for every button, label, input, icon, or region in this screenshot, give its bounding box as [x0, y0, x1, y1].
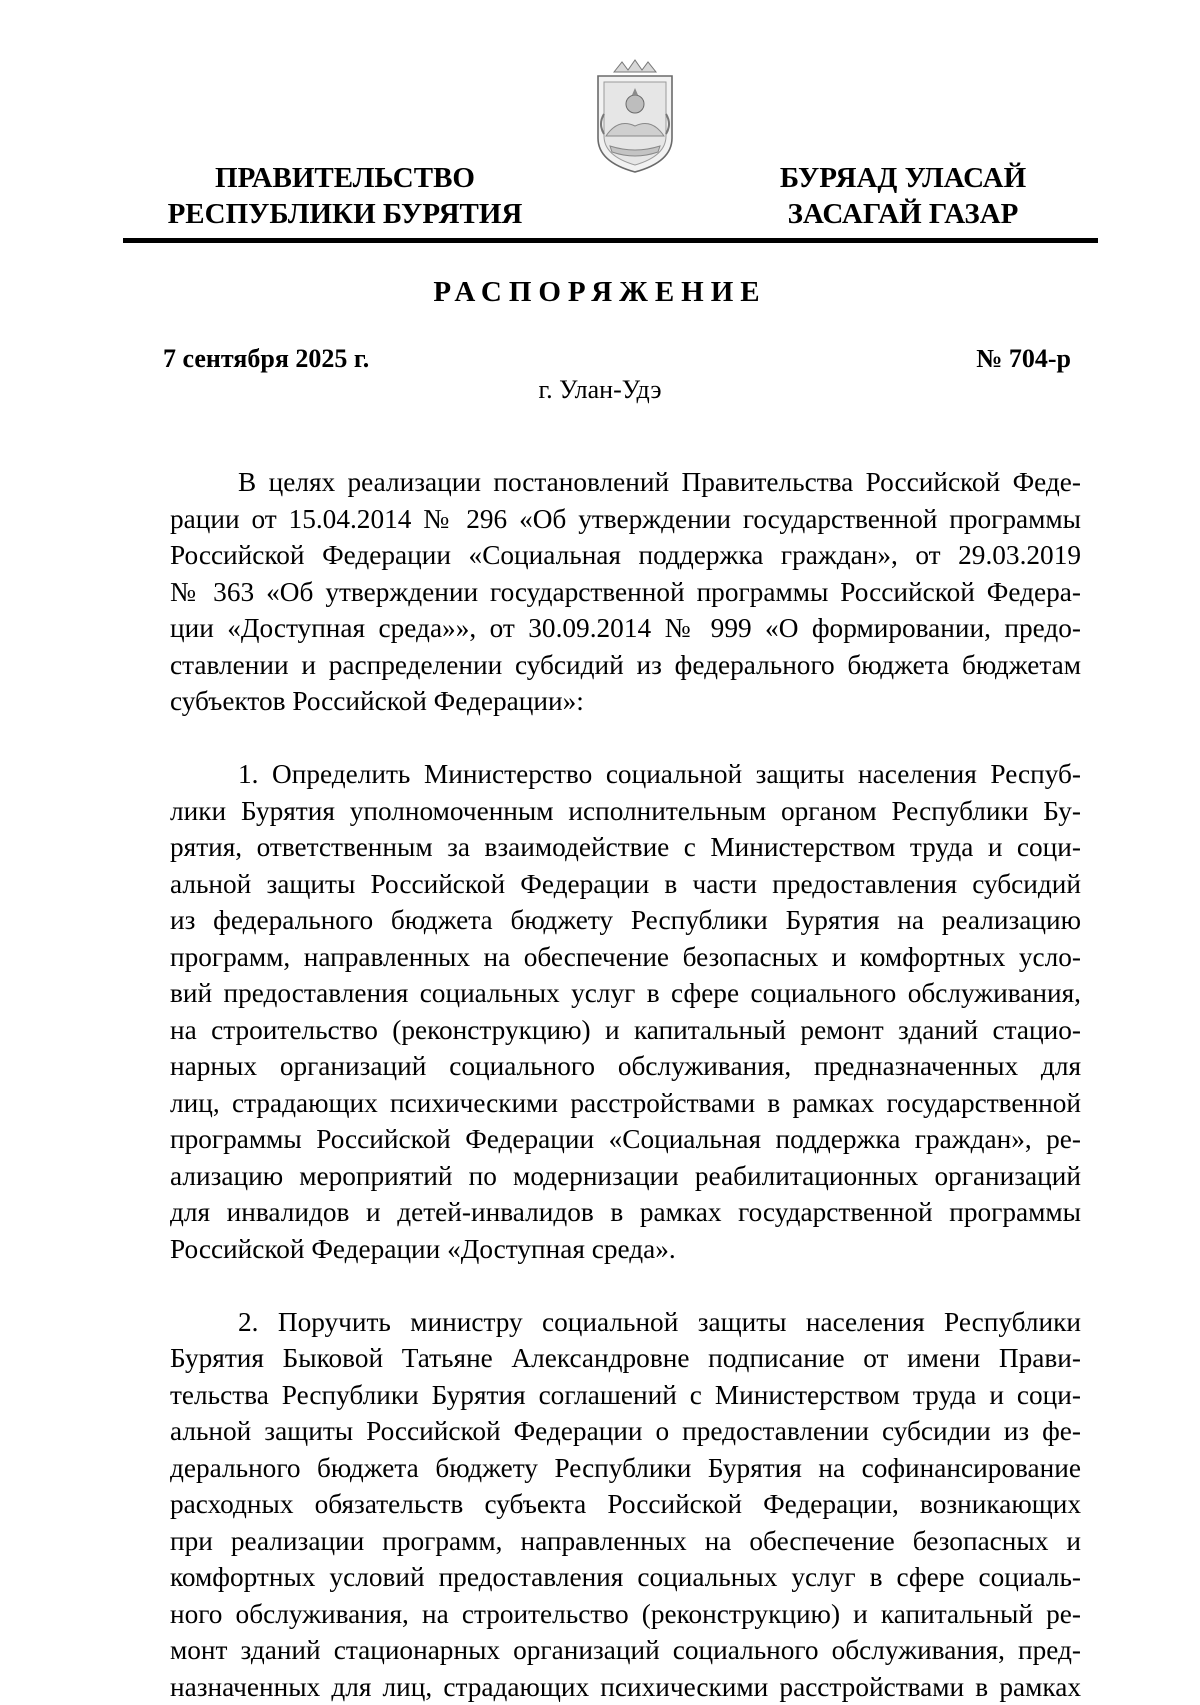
document-date: 7 сентября 2025 г.	[163, 344, 369, 374]
issuer-block-russian	[150, 160, 540, 232]
body-line: нарных организаций социального обслуживания, предназначенных для	[170, 1048, 1081, 1085]
body-line: расходных обязательств субъекта Российской Федерации, возникающих	[170, 1486, 1081, 1523]
item-2-paragraph	[170, 1304, 1081, 1705]
body-line: В целях реализации постановлений Правительства Российской Феде-	[170, 464, 1081, 501]
preamble-paragraph	[170, 464, 1081, 720]
body-line: Российской Федерации «Социальная поддержка граждан», от 29.03.2019	[170, 537, 1081, 574]
body-line: альной защиты Российской Федерации о предоставлении субсидии из фе-	[170, 1413, 1081, 1450]
body-line: программ, направленных на обеспечение безопасных и комфортных усло-	[170, 939, 1081, 976]
body-line: Российской Федерации «Доступная среда».	[170, 1231, 1081, 1268]
document-title: РАСПОРЯЖЕНИЕ	[0, 276, 1200, 309]
body-line: лики Бурятия уполномоченным исполнительным органом Республики Бу-	[170, 793, 1081, 830]
issuer-line-1: ПРАВИТЕЛЬСТВО	[150, 160, 540, 196]
issuer-line-2-buryat: ЗАСАГАЙ ГАЗАР	[738, 196, 1068, 232]
body-line: вий предоставления социальных услуг в сфере социального обслуживания,	[170, 975, 1081, 1012]
body-line: для инвалидов и детей-инвалидов в рамках государственной программы	[170, 1194, 1081, 1231]
body-line: при реализации программ, направленных на обеспечение безопасных и	[170, 1523, 1081, 1560]
body-line: рации от 15.04.2014 № 296 «Об утверждении государственной программы	[170, 501, 1081, 538]
body-line: тельства Республики Бурятия соглашений с Министерством труда и соци-	[170, 1377, 1081, 1414]
body-line: 1. Определить Министерство социальной защиты населения Респуб-	[170, 756, 1081, 793]
body-line: комфортных условий предоставления социальных услуг в сфере социаль-	[170, 1559, 1081, 1596]
body-line: субъектов Российской Федерации»:	[170, 683, 1081, 720]
body-line: монт зданий стационарных организаций социального обслуживания, пред-	[170, 1632, 1081, 1669]
body-line: программы Российской Федерации «Социальная поддержка граждан», ре-	[170, 1121, 1081, 1158]
body-line: альной защиты Российской Федерации в части предоставления субсидий	[170, 866, 1081, 903]
body-line: лиц, страдающих психическими расстройствами в рамках государственной	[170, 1085, 1081, 1122]
document-body	[170, 464, 1081, 1705]
body-line: назначенных для лиц, страдающих психическими расстройствами в рамках	[170, 1669, 1081, 1705]
body-line: из федерального бюджета бюджету Республики Бурятия на реализацию	[170, 902, 1081, 939]
body-line: ставлении и распределении субсидий из федерального бюджета бюджетам	[170, 647, 1081, 684]
issuer-line-2: РЕСПУБЛИКИ БУРЯТИЯ	[150, 196, 540, 232]
body-line: дерального бюджета бюджету Республики Бурятия на софинансирование	[170, 1450, 1081, 1487]
issuer-block-buryat	[738, 160, 1068, 232]
body-line: 2. Поручить министру социальной защиты населения Республики	[170, 1304, 1081, 1341]
body-line: ализацию мероприятий по модернизации реабилитационных организаций	[170, 1158, 1081, 1195]
body-line: на строительство (реконструкцию) и капитальный ремонт зданий стацио-	[170, 1012, 1081, 1049]
document-number: № 704-р	[915, 344, 1071, 374]
document-city: г. Улан-Удэ	[0, 375, 1200, 405]
coat-of-arms-icon	[592, 58, 678, 176]
header-divider	[123, 238, 1098, 243]
body-line: рятия, ответственным за взаимодействие с Министерством труда и соци-	[170, 829, 1081, 866]
issuer-line-1-buryat: БУРЯАД УЛАСАЙ	[738, 160, 1068, 196]
body-line: ции «Доступная среда»», от 30.09.2014 № 999 «О формировании, предо-	[170, 610, 1081, 647]
body-line: ного обслуживания, на строительство (реконструкцию) и капитальный ре-	[170, 1596, 1081, 1633]
item-1-paragraph	[170, 756, 1081, 1267]
body-line: Бурятия Быковой Татьяне Александровне подписание от имени Прави-	[170, 1340, 1081, 1377]
body-line: № 363 «Об утверждении государственной программы Российской Федера-	[170, 574, 1081, 611]
